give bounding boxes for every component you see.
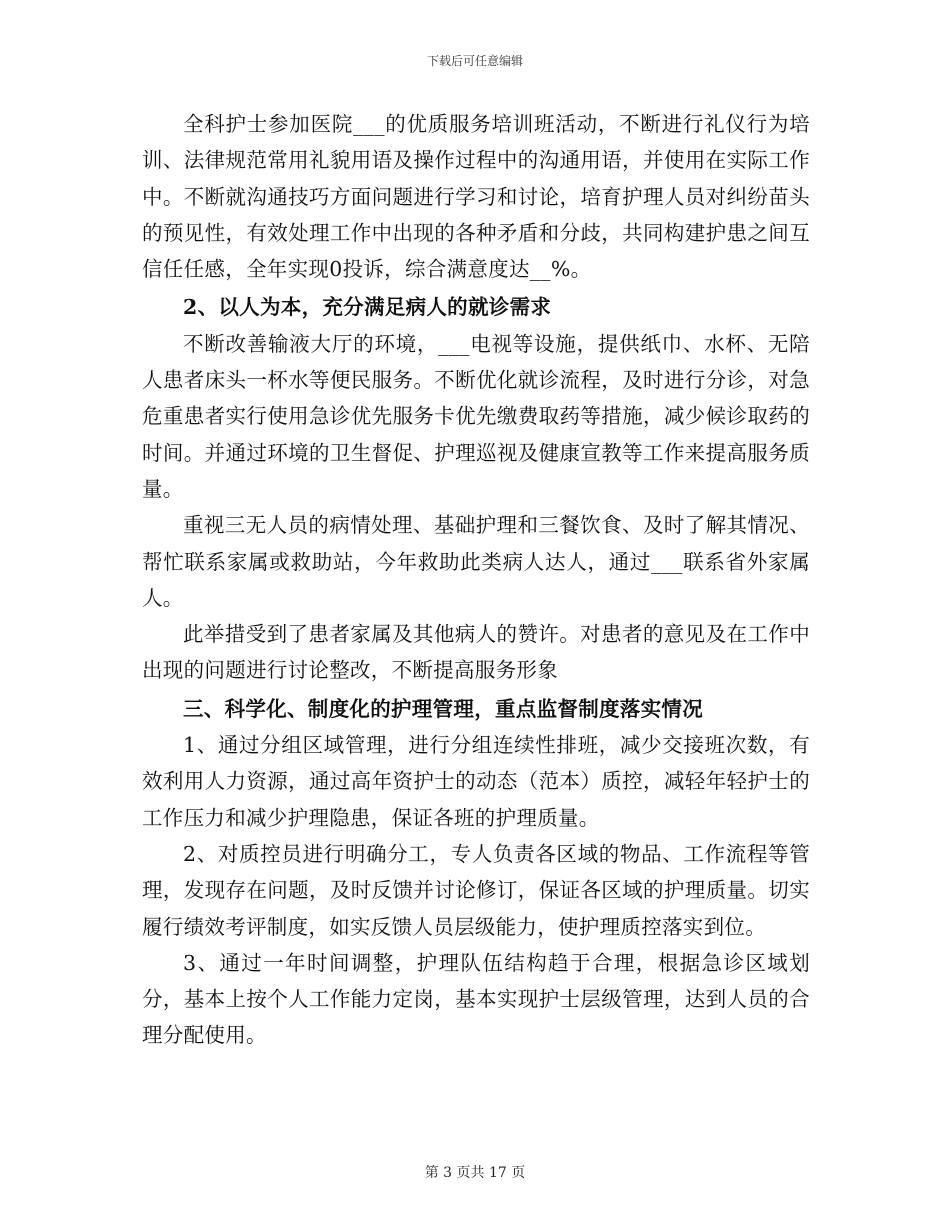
paragraph-three-no-persons: 重视三无人员的病情处理、基础护理和三餐饮食、及时了解其情况、帮忙联系家属或救助站，今年救助此类病人达人，通过___联系省外家属人。 xyxy=(142,513,810,610)
paragraph-group-management: 1、通过分组区域管理，进行分组连续性排班，减少交接班次数，有效利用人力资源，通过高年资护士的动态（范本）质控，减轻年轻护士的工作压力和减少护理隐患，保证各班的护理质量。 xyxy=(142,733,810,830)
document-body xyxy=(142,106,810,1054)
section-heading-patient-needs: 2、以人为本，充分满足病人的就诊需求 xyxy=(183,295,552,320)
paragraph-praise: 此举措受到了患者家属及其他病人的赞许。对患者的意见及在工作中出现的问题进行讨论整改，不断提高服务形象 xyxy=(142,622,810,683)
page-header: 下载后可任意编辑 xyxy=(426,54,523,68)
section-heading-nursing-management: 三、科学化、制度化的护理管理，重点监督制度落实情况 xyxy=(183,696,703,721)
page-footer: 第 3 页共 17 页 xyxy=(424,1165,526,1181)
paragraph-service-training: 全科护士参加医院___的优质服务培训班活动，不断进行礼仪行为培训、法律规范常用礼貌用语及操作过程中的沟通用语，并使用在实际工作中。不断就沟通技巧方面问题进行学习和讨论，培育护理人员对纠纷苗头的预见性，有效处理工作中出现的各种矛盾和分歧，共同构建护患之间互信任任感，全年实现0投诉，综合满意度达__%。 xyxy=(142,112,810,282)
paragraph-team-structure: 3、通过一年时间调整，护理队伍结构趋于合理，根据急诊区域划分，基本上按个人工作能力定岗，基本实现护士层级管理，达到人员的合理分配使用。 xyxy=(142,950,810,1048)
paragraph-quality-control: 2、对质控员进行明确分工，专人负责各区域的物品、工作流程等管理，发现存在问题，及时反馈并讨论修订，保证各区域的护理质量。切实履行绩效考评制度，如实反馈人员层级能力，使护理质控落实到位。 xyxy=(142,841,810,939)
paragraph-infusion-hall: 不断改善输液大厅的环境，___电视等设施，提供纸巾、水杯、无陪人患者床头一杯水等便民服务。不断优化就诊流程，及时进行分诊，对急危重患者实行使用急诊优先服务卡优先缴费取药等措施，减少候诊取药的时间。并通过环境的卫生督促、护理巡视及健康宣教等工作来提高服务质量。 xyxy=(142,331,810,501)
